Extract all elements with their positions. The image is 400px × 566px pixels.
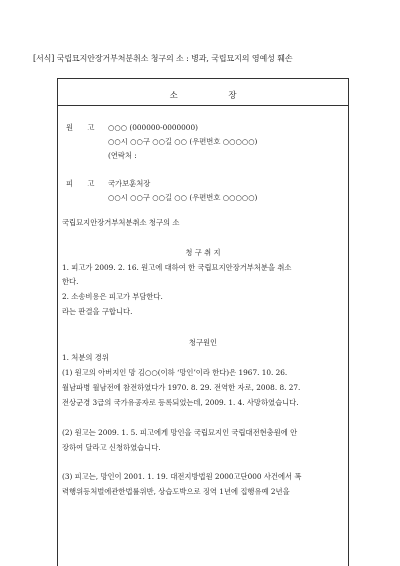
claim-purpose-line: 라는 판결을 구합니다. bbox=[62, 307, 133, 316]
claim-cause-line: 월남파병 월남전에 참전하였다가 1970. 8. 29. 전역한 자로, 2008. 8. 27. bbox=[62, 383, 301, 392]
claim-cause-subheading: 1. 처분의 경위 bbox=[62, 353, 109, 362]
claim-purpose-heading: 청 구 취 지 bbox=[185, 248, 221, 257]
claim-purpose-line: 한다. bbox=[62, 277, 79, 286]
complaint-form bbox=[57, 78, 349, 566]
document-title: 소 장 bbox=[169, 90, 261, 100]
claim-cause-line: 력행위등처벌에관한법률위반, 상습도박으로 징역 1년에 집행유예 2년을 bbox=[62, 487, 290, 496]
claim-purpose-line: 2. 소송비용은 피고가 부담한다. bbox=[62, 292, 163, 301]
claim-cause-line: (2) 원고는 2009. 1. 5. 피고에게 망인을 국립묘지인 국립대전현충원에 안 bbox=[62, 428, 298, 437]
defendant-address: ○○시 ○○구 ○○길 ○○ (우편번호 ○○○○○) bbox=[108, 193, 258, 202]
defendant-name: 국가보훈처장 bbox=[108, 179, 151, 188]
plaintiff-label: 원 고 bbox=[66, 123, 101, 132]
claim-cause-line: (1) 원고의 아버지인 망 김○○(이하 ‘망인’이라 한다)은 1967. 10. 26. bbox=[62, 368, 288, 377]
claim-cause-line: 장하여 달라고 신청하였습니다. bbox=[62, 443, 161, 452]
case-name: 국립묘지안장거부처분취소 청구의 소 bbox=[62, 218, 180, 227]
plaintiff-name-id: ○○○ (000000-0000000) bbox=[108, 123, 198, 132]
claim-cause-line: 전상군경 3급의 국가유공자로 등록되었는데, 2009. 1. 4. 사망하였습니다. bbox=[62, 398, 299, 407]
claim-purpose-line: 1. 피고가 2009. 2. 16. 원고에 대하여 한 국립묘지안장거부처분을 취소 bbox=[62, 263, 292, 272]
claim-cause-line: (3) 피고는, 망인이 2001. 1. 19. 대전지방법원 2000고단000 사건에서 폭 bbox=[62, 472, 302, 481]
title-divider bbox=[58, 105, 348, 106]
plaintiff-address: ○○시 ○○구 ○○길 ○○ (우편번호 ○○○○○) bbox=[108, 137, 258, 146]
defendant-label: 피 고 bbox=[66, 179, 101, 188]
plaintiff-contact: (연락처 : bbox=[108, 151, 137, 160]
document-header: [서식] 국립묘지안장거부처분취소 청구의 소 : 병과, 국립묘지의 영예성 훼손 bbox=[33, 54, 293, 63]
claim-cause-heading: 청구원인 bbox=[188, 338, 218, 347]
